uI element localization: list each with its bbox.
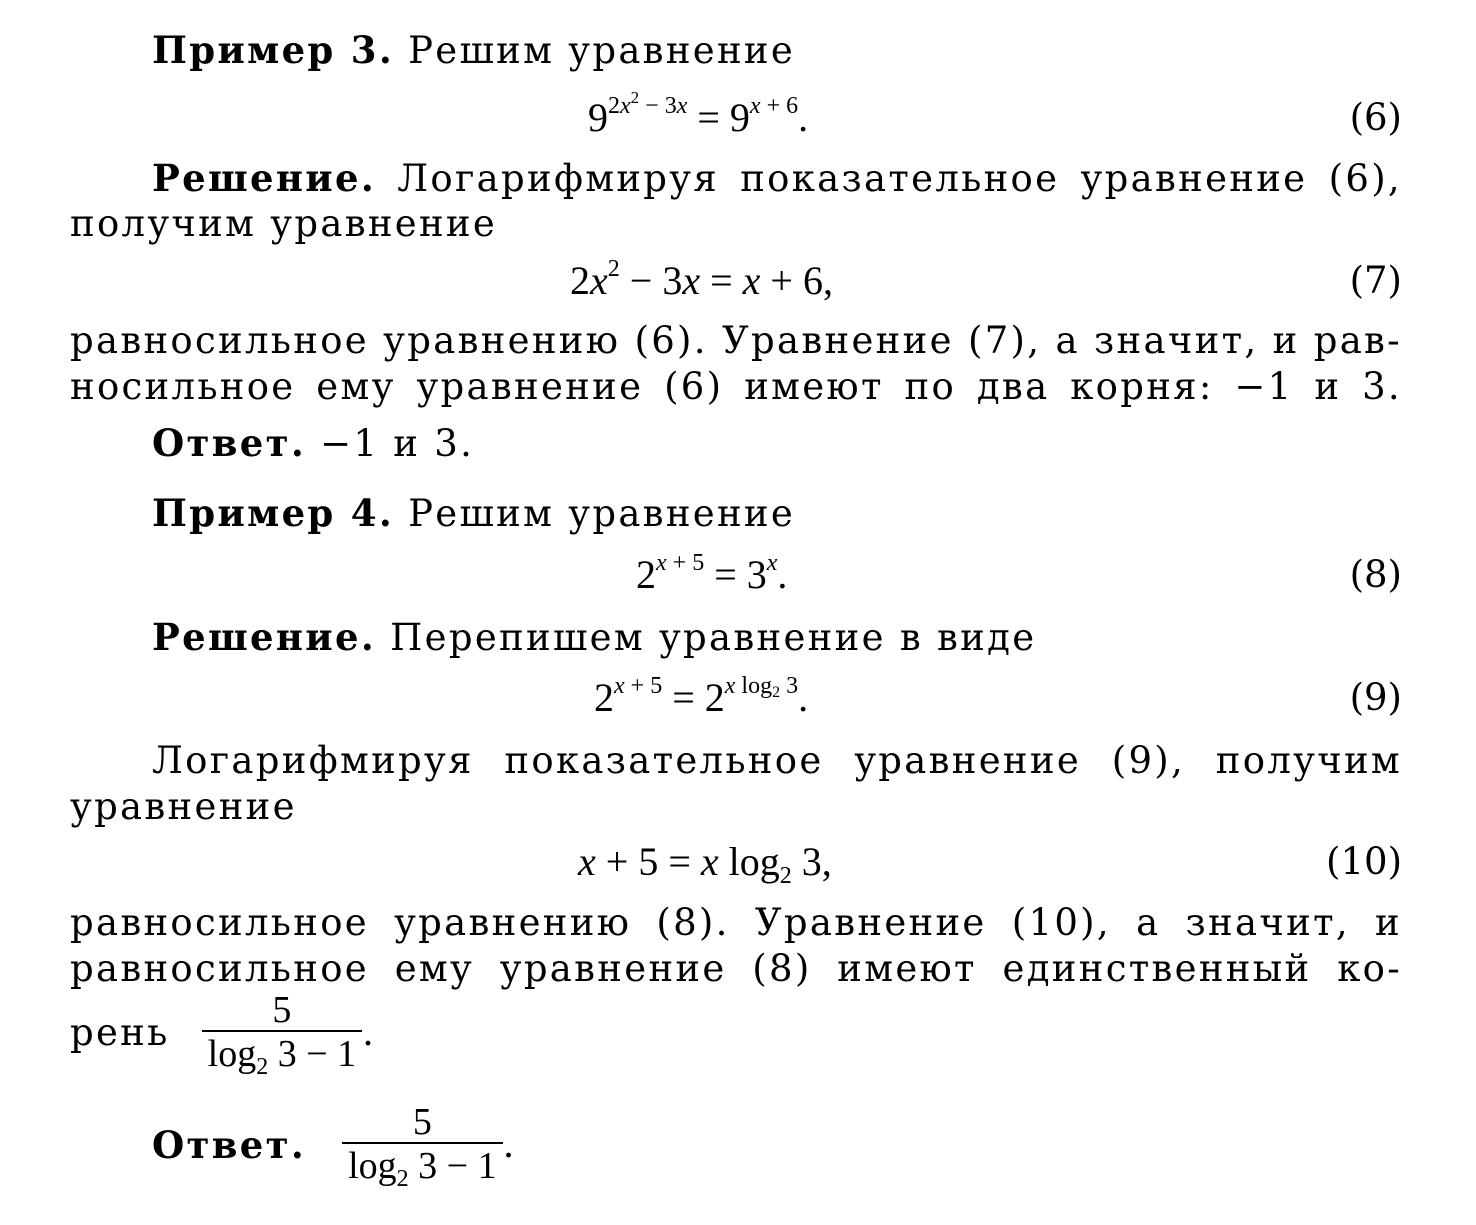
equation-7-formula: $2x^2 - 3x = x + 6$, [570,256,833,303]
equation-10-formula: x + 5 = x $\log_2 3$, [578,839,832,889]
paragraph-4-line-1: Логарифмируя показательное уравнение (9), получим [152,739,1402,782]
answer-4-fraction: $\frac{5}{\log_2 3 - 1}$ [342,1102,503,1188]
root-line: рень $\frac{5}{\log_2 3 - 1}$ . [70,989,377,1080]
equation-8 [70,547,1402,607]
equation-6-number: (6) [1349,96,1402,139]
equation-9-formula: $2^{x + 5} = 2^{x log_2 3}$. [594,673,809,720]
equation-6 [70,90,1402,150]
example-3-heading [152,27,1402,74]
example-4-label: Пример 4. [152,491,395,535]
equation-6-formula: $9^{2x^2 - 3x} = 9^{x + 6}$. [588,88,809,140]
equation-9 [70,670,1402,730]
equation-7 [70,253,1402,313]
solution-4-line: Решение. Перепишем уравнение в виде [152,615,1037,659]
solution-4-label: Решение. [152,615,377,659]
example-3-label: Пример 3. [152,28,395,72]
example-4-heading [152,490,1402,537]
equation-10-number: (10) [1326,840,1402,883]
example-3-text: Решим уравнение [394,29,796,72]
root-fraction: $\frac{5}{\log_2 3 - 1}$ [202,990,363,1076]
equation-8-number: (8) [1349,553,1402,596]
equation-9-number: (9) [1349,676,1402,719]
equation-10 [70,834,1402,894]
solution-3-line-1: Решение. Логарифмируя показательное уравнение (6), [152,156,1402,200]
paragraph-4-line-2: уравнение [70,785,297,828]
solution-3-label: Решение. [152,156,377,200]
answer-4-label: Ответ. [152,1123,307,1167]
example-4-text: Решим уравнение [394,492,796,535]
root-word: рень [70,1011,170,1054]
equation-8-formula: $2^{x + 5} = 3^x$. [636,550,788,597]
paragraph-3-line-2: носильное ему уравнение (6) имеют по два корня: −1 и 3. [70,365,1402,408]
paragraph-5-line-1: равносильное уравнению (8). Уравнение (10), а значит, и [70,901,1402,944]
solution-3-line-2: получим уравнение [70,202,498,245]
answer-3 [152,420,1402,467]
answer-4: Ответ. $\frac{5}{\log_2 3 - 1}$ . [152,1101,517,1192]
answer-3-label: Ответ. [152,421,307,465]
answer-3-text: −1 и 3. [306,422,475,465]
equation-7-number: (7) [1349,259,1402,302]
paragraph-3-line-1: равносильное уравнению (6). Уравнение (7), а значит, и рав- [70,319,1402,362]
paragraph-5-line-2: равносильное ему уравнение (8) имеют единственный ко- [70,947,1402,990]
